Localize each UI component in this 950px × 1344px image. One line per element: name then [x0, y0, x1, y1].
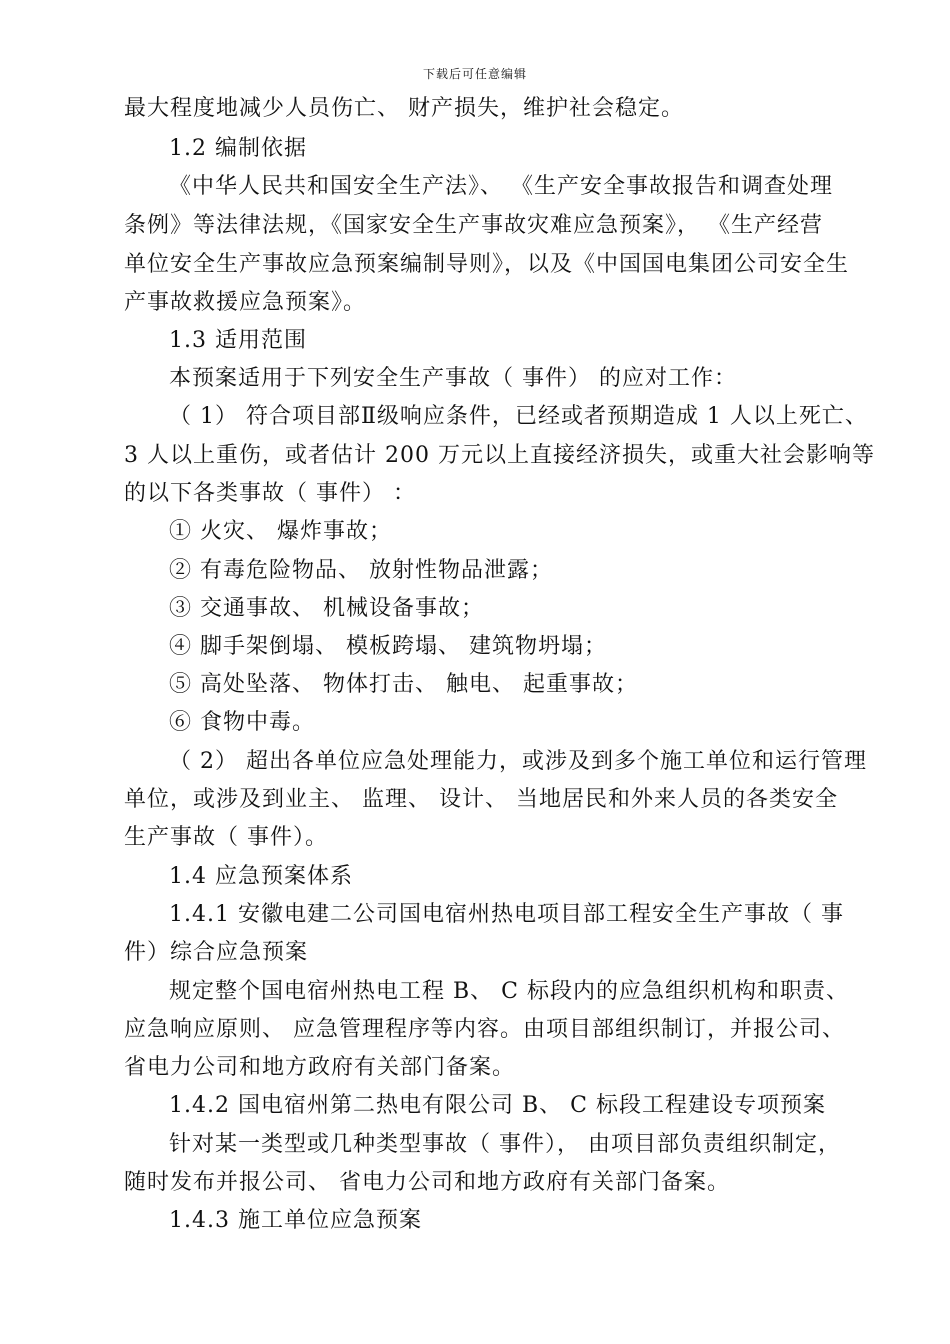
- body-line: 规定整个国电宿州热电工程 B、 C 标段内的应急组织机构和职责、: [169, 979, 849, 1004]
- body-line: 产事故救援应急预案》。: [124, 290, 367, 315]
- list-item: ⑤ 高处坠落、 物体打击、 触电、 起重事故；: [169, 672, 638, 697]
- list-item: ④ 脚手架倒塌、 模板跨塌、 建筑物坍塌；: [169, 634, 607, 659]
- body-line: 3 人以上重伤，或者估计 200 万元以上直接经济损失，或重大社会影响等: [124, 443, 875, 468]
- body-line: （ 2） 超出各单位应急处理能力，或涉及到多个施工单位和运行管理: [169, 749, 867, 774]
- body-line: （ 1） 符合项目部Ⅱ级响应条件，已经或者预期造成 1 人以上死亡、: [169, 404, 868, 429]
- body-line: 本预案适用于下列安全生产事故（ 事件） 的应对工作：: [169, 366, 737, 391]
- body-line: 条例》等法律法规，《国家安全生产事故灾难应急预案》， 《生产经营: [124, 213, 823, 238]
- list-item: ② 有毒危险物品、 放射性物品泄露；: [169, 558, 553, 583]
- list-item: ① 火灾、 爆炸事故；: [169, 519, 392, 544]
- list-item: ⑥ 食物中毒。: [169, 710, 315, 735]
- body-line: 省电力公司和地方政府有关部门备案。: [124, 1055, 516, 1080]
- subsection-heading: 1.4.2 国电宿州第二热电有限公司 B、 C 标段工程建设专项预案: [169, 1093, 826, 1118]
- section-heading: 1.3 适用范围: [169, 328, 307, 353]
- page-header: 下载后可任意编辑: [422, 67, 527, 81]
- body-line: 应急响应原则、 应急管理程序等内容。由项目部组织制订，并报公司、: [124, 1017, 845, 1042]
- body-line: 单位安全生产事故应急预案编制导则》，以及《中国国电集团公司安全生: [124, 252, 850, 277]
- body-line: 随时发布并报公司、 省电力公司和地方政府有关部门备案。: [124, 1170, 730, 1195]
- subsection-heading: 件）综合应急预案: [124, 940, 309, 965]
- body-line: 单位，或涉及到业主、 监理、 设计、 当地居民和外来人员的各类安全: [124, 787, 838, 812]
- body-line: 的以下各类事故（ 事件） ：: [124, 481, 416, 506]
- section-heading: 1.4 应急预案体系: [169, 864, 353, 889]
- body-line: 《中华人民共和国安全生产法》、 《生产安全事故报告和调查处理: [169, 174, 833, 199]
- subsection-heading: 1.4.3 施工单位应急预案: [169, 1208, 422, 1233]
- subsection-heading: 1.4.1 安徽电建二公司国电宿州热电项目部工程安全生产事故（ 事: [169, 902, 844, 927]
- body-line: 生产事故（ 事件）。: [124, 825, 328, 850]
- list-item: ③ 交通事故、 机械设备事故；: [169, 596, 484, 621]
- body-line: 针对某一类型或几种类型事故（ 事件）， 由项目部负责组织制定，: [169, 1132, 841, 1157]
- body-line: 最大程度地减少人员伤亡、 财产损失，维护社会稳定。: [124, 96, 684, 121]
- section-heading: 1.2 编制依据: [169, 136, 307, 161]
